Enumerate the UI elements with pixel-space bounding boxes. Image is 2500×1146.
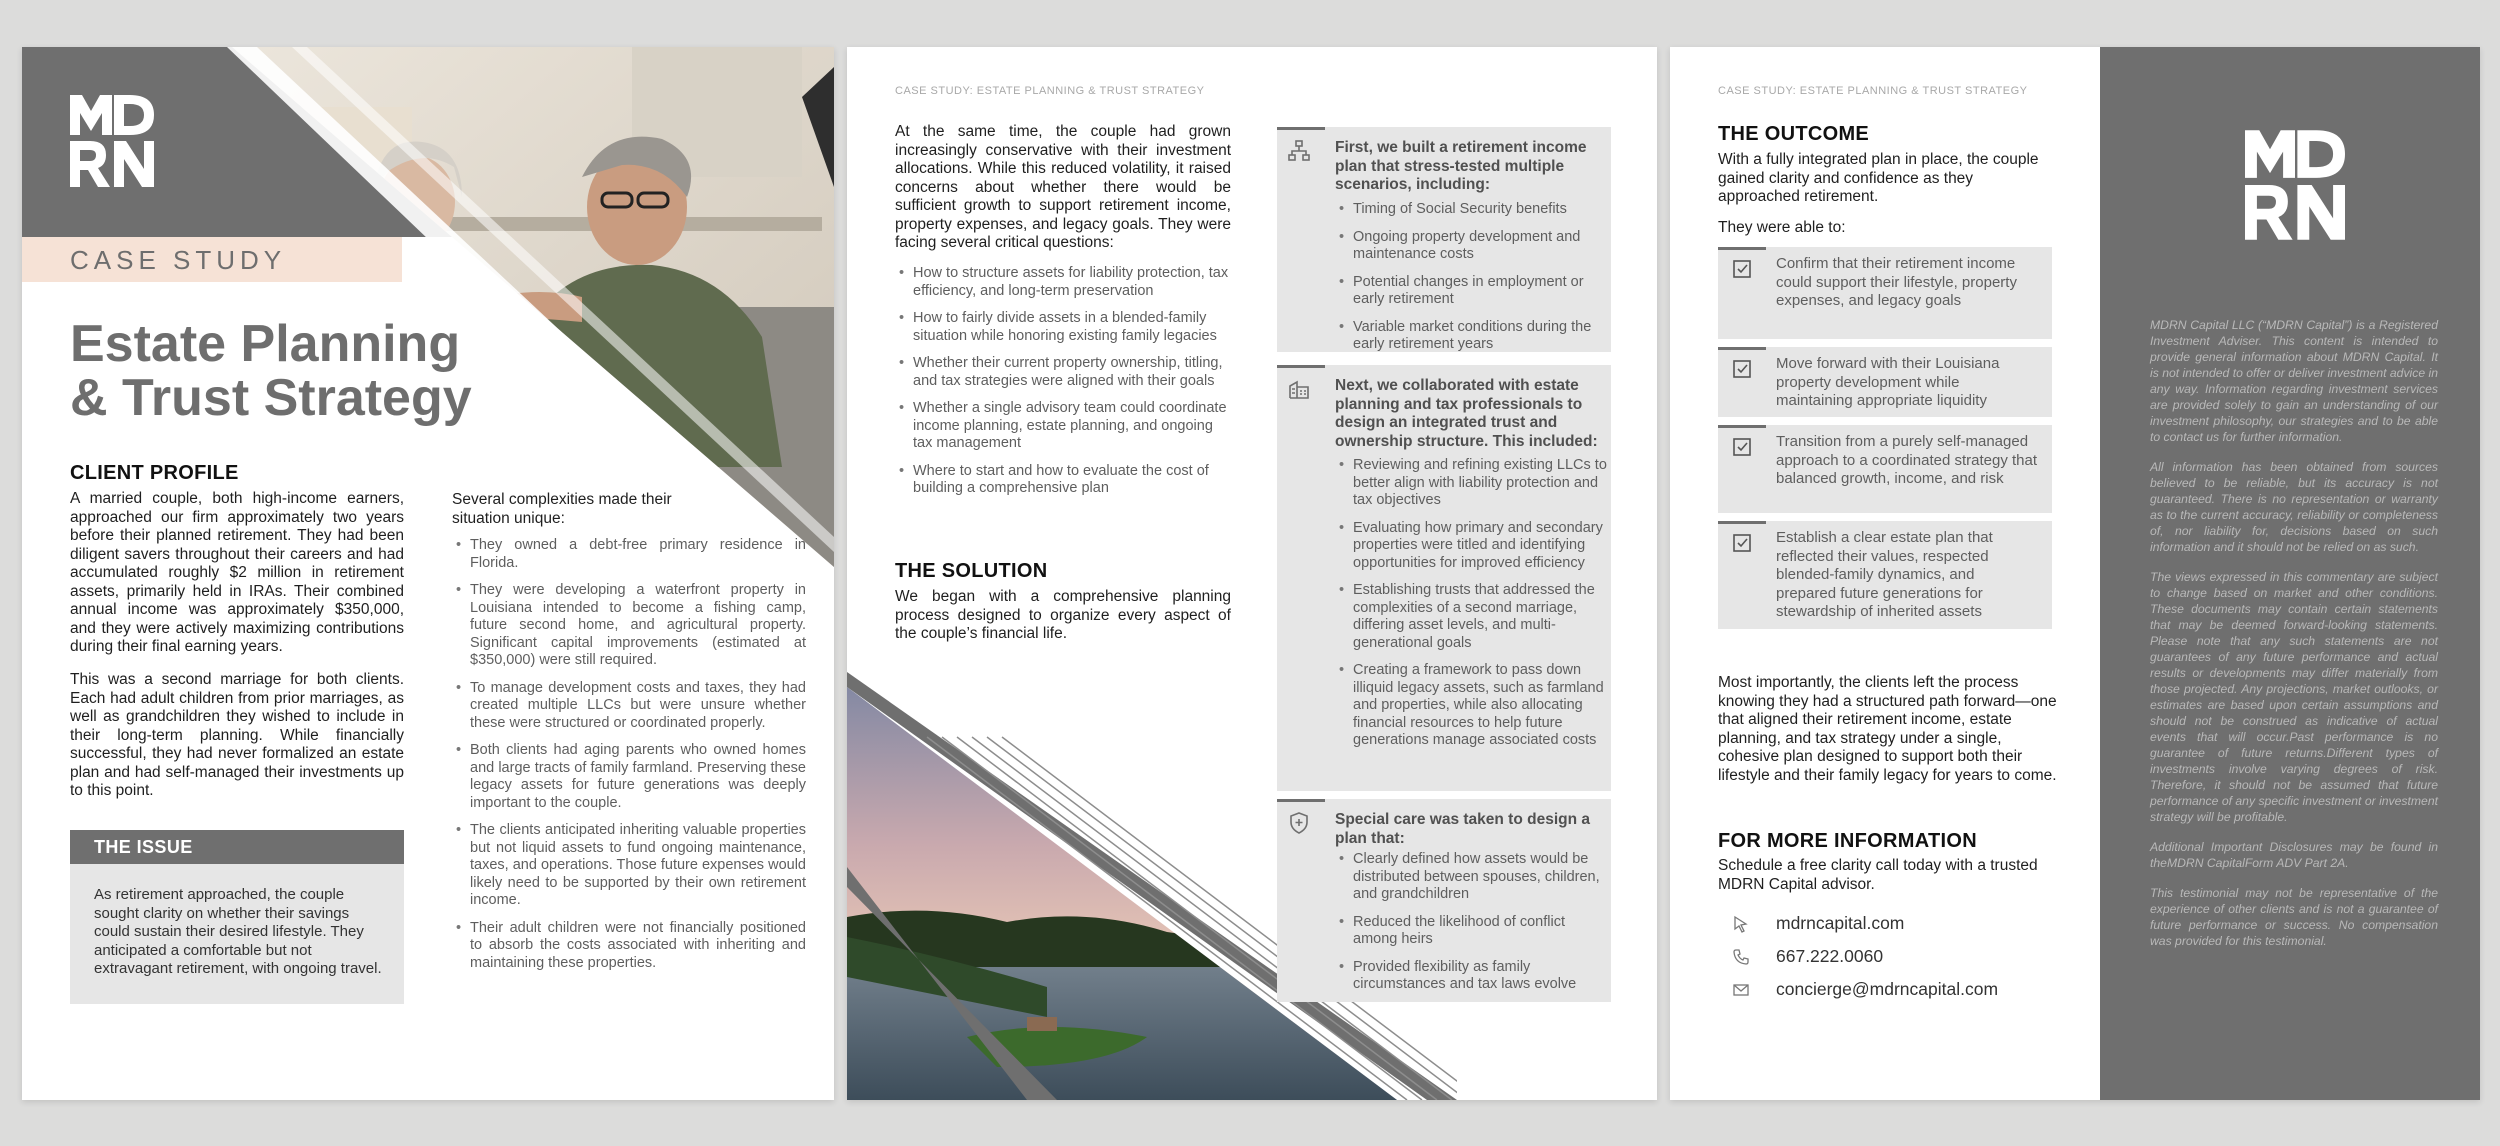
checkbox-icon (1732, 259, 1752, 279)
list-item: • Establishing trusts that addressed the complexities of a second marriage, differing asset levels, and multi-generational goals (1353, 582, 1613, 652)
checkbox-icon (1732, 437, 1752, 457)
box-heading: Special care was taken to design a plan that: (1335, 811, 1591, 847)
disclosure-paragraph: The views expressed in this commentary are subject to change based on market and other conditions. These documents may contain certain statements that may be deemed forward-looking statements. Please note that any such statements are not guarantees of any future performance and actual results or developments may differ materially from those projected. Any projections, market outlooks, or estimates are based upon certain assumptions and should not be construed as indicative of actual events that will occur.Past performance is no guarantee of future returns.Different types of investments involve varying degrees of risk. Therefore, it should not be assumed that future performance of any specific investment or investment strategy will be profitable. (2150, 570, 2438, 824)
contact-list (1718, 913, 2058, 1023)
page-1-cover (22, 47, 834, 1100)
outcome-item (1718, 247, 2052, 339)
box-list (1335, 457, 1613, 760)
closing-paragraph: Most importantly, the clients left the process knowing they had a structured path forward—one that aligned their retirement income, estate planning, and tax strategy under a single, cohesive plan designed to support both their lifestyle and their family legacy for years to come. (1718, 674, 2057, 784)
list-item: • Creating a framework to pass down illiquid legacy assets, such as farmland and properties, while also allocating financial resources to help future generations manage associated costs (1353, 662, 1613, 750)
outcome-item (1718, 521, 2052, 629)
list-item: • Whether their current property ownership, titling, and tax strategies were aligned with their goals (913, 355, 1231, 390)
list-item: • Variable market conditions during the early retirement years (1353, 319, 1611, 354)
client-profile-p2: This was a second marriage for both clients. Each had adult children from prior marriages, as well as grandchildren they wished to include in their long-term planning. While financially successful, they had never formalized an estate plan and had self-managed their investments up to this point. (70, 671, 404, 799)
issue-box (70, 864, 404, 1004)
disclosures (2150, 317, 2438, 963)
list-item: • Evaluating how primary and secondary properties were titled and identifying opportunities for improved efficiency (1353, 520, 1613, 573)
outcome-item (1718, 347, 2052, 417)
item-accent-bar (1718, 521, 1766, 524)
outcome-text: Transition from a purely self-managed approach to a coordinated strategy that balanced growth, income, and risk (1776, 433, 2038, 487)
list-item: • Whether a single advisory team could coordinate income planning, estate planning, and ongoing tax management (913, 400, 1231, 453)
org-chart-icon (1287, 139, 1311, 163)
special-care-box (1277, 799, 1611, 1002)
list-item: • They owned a debt-free primary residence in Florida. (470, 537, 806, 572)
item-accent-bar (1718, 247, 1766, 250)
list-item: • Reduced the likelihood of conflict among heirs (1353, 914, 1611, 949)
page-title (70, 317, 472, 425)
box-heading: First, we built a retirement income plan that stress-tested multiple scenarios, including: (1335, 139, 1587, 193)
box-heading: Next, we collaborated with estate planning and tax professionals to design an integrated trust and ownership structure. This included: (1335, 377, 1598, 450)
more-info-heading: FOR MORE INFORMATION (1718, 830, 1977, 852)
mail-icon (1732, 981, 1750, 999)
client-profile-heading: CLIENT PROFILE (70, 462, 239, 484)
list-item: • How to fairly divide assets in a blended-family situation while honoring existing family legacies (913, 310, 1231, 345)
complexities-list (452, 537, 806, 982)
list-item: • Their adult children were not financially positioned to absorb the costs associated with inheriting and maintaining these properties. (470, 920, 806, 973)
phone-icon (1732, 948, 1750, 966)
checkbox-icon (1732, 359, 1752, 379)
solution-text: We began with a comprehensive planning process designed to organize every aspect of the couple’s financial life. (895, 588, 1231, 642)
complexities-intro: Several complexities made their situation unique: (452, 491, 672, 527)
list-item: • Ongoing property development and maintenance costs (1353, 229, 1611, 264)
page-header: CASE STUDY: ESTATE PLANNING & TRUST STRATEGY (895, 85, 1205, 97)
box-accent-bar (1277, 799, 1325, 802)
list-item: • They were developing a waterfront property in Louisiana intended to become a fishing camp, future second home, and agricultural property. Significant capital improvements (estimated at $350,000) were still required. (470, 582, 806, 670)
able-to-label: They were able to: (1718, 219, 1846, 236)
page-3-outcome (1670, 47, 2480, 1100)
outcomes-list (1718, 247, 2052, 687)
outcome-text: Establish a clear estate plan that reflected their values, respected blended-family dynamics, and prepared future generations for stewardship of inherited assets (1776, 529, 1993, 620)
title-line-1: Estate Planning (70, 315, 461, 373)
case-study-label: CASE STUDY (70, 245, 287, 275)
outcome-heading: THE OUTCOME (1718, 123, 1870, 145)
list-item: • Where to start and how to evaluate the cost of building a comprehensive plan (913, 463, 1231, 498)
list-item: • Provided flexibility as family circumstances and tax laws evolve (1353, 959, 1611, 994)
list-item: • Reviewing and refining existing LLCs to better align with liability protection and tax objectives (1353, 457, 1613, 510)
mdrn-logo (2245, 129, 2345, 241)
phone-text: 667.222.0060 (1776, 946, 1884, 966)
disclosure-paragraph: This testimonial may not be representative of the experience of other clients and is not a guarantee of future performance or success. No compensation was provided for this testimonial. (2150, 886, 2438, 948)
shield-plus-icon (1287, 811, 1311, 835)
trust-structure-box (1277, 365, 1611, 791)
issue-header-bar (70, 830, 404, 864)
more-info-text: Schedule a free clarity call today with a trusted MDRN Capital advisor. (1718, 857, 2038, 893)
disclosure-panel (2100, 47, 2480, 1100)
list-item: • Timing of Social Security benefits (1353, 201, 1611, 219)
list-item: • Potential changes in employment or early retirement (1353, 274, 1611, 309)
page-2-solution (847, 47, 1657, 1100)
outcome-intro: With a fully integrated plan in place, the couple gained clarity and confidence as they approached retirement. (1718, 151, 2039, 205)
outcome-item (1718, 425, 2052, 513)
box-accent-bar (1277, 127, 1325, 130)
solution-heading: THE SOLUTION (895, 560, 1048, 582)
questions-list (895, 265, 1231, 508)
cursor-icon (1732, 915, 1750, 933)
disclosure-paragraph: MDRN Capital LLC (“MDRN Capital”) is a Registered Investment Adviser. This content is intended to provide general information about MDRN Capital. It is not intended to offer or deliver investment advice in any way. Information regarding investment services are provided solely to gain an understanding of our investment philosophy, our strategies and to be able to contact us for further information. (2150, 318, 2438, 444)
box-list (1335, 851, 1611, 1004)
outcome-text: Move forward with their Louisiana property development while maintaining appropriate liquidity (1776, 355, 2000, 409)
outcome-text: Confirm that their retirement income could support their lifestyle, property expenses, and legacy goals (1776, 255, 2017, 309)
client-profile-p1: A married couple, both high-income earners, approached our firm approximately two years before their planned retirement. They had been diligent savers throughout their careers and had accumulated roughly $2 million in retirement assets, primarily held in IRAs. Their combined annual income was approximately $350,000, and they were actively maximizing contributions during their final earning years. (70, 490, 404, 655)
box-list (1335, 201, 1611, 364)
issue-text: As retirement approached, the couple sought clarity on whether their savings could sustain their desired lifestyle. They anticipated a comfortable but not extravagant retirement, with ongoing travel. (94, 886, 382, 977)
item-accent-bar (1718, 347, 1766, 350)
checkbox-icon (1732, 533, 1752, 553)
box-accent-bar (1277, 365, 1325, 368)
mdrn-logo (70, 95, 154, 187)
disclosure-paragraph: All information has been obtained from sources believed to be reliable, but its accuracy is not guaranteed. There is no representation or warranty as to the current accuracy, reliability or completeness of, nor liability for, decisions based on such information and it should not be relied on as such. (2150, 460, 2438, 554)
retirement-plan-box (1277, 127, 1611, 352)
item-accent-bar (1718, 425, 1766, 428)
list-item: • Both clients had aging parents who owned homes and large tracts of family farmland. Preserving these legacy assets for future generations was deeply important to the couple. (470, 742, 806, 812)
intro-paragraph: At the same time, the couple had grown increasingly conservative with their investment allocations. While this reduced volatility, it raised concerns about whether there would be sufficient growth to support retirement income, property expenses, and legacy goals. They were facing several critical questions: (895, 123, 1231, 251)
list-item: • Clearly defined how assets would be distributed between spouses, children, and grandchildren (1353, 851, 1611, 904)
page-header: CASE STUDY: ESTATE PLANNING & TRUST STRATEGY (1718, 85, 2028, 97)
list-item: • The clients anticipated inheriting valuable properties but not liquid assets to fund ongoing maintenance, taxes, and operations. Those future expenses would likely need to be supported by their own retirement income. (470, 822, 806, 910)
disclosure-paragraph: Additional Important Disclosures may be found in theMDRN CapitalForm ADV Part 2A. (2150, 840, 2438, 870)
list-item: • To manage development costs and taxes, they had created multiple LLCs but were unsure whether these were structured or coordinated properly. (470, 680, 806, 733)
title-line-2: & Trust Strategy (70, 369, 472, 427)
list-item: • How to structure assets for liability protection, tax efficiency, and long-term preservation (913, 265, 1231, 300)
website-text: mdrncapital.com (1776, 913, 1905, 933)
email-text: concierge@mdrncapital.com (1776, 979, 1999, 999)
issue-heading: THE ISSUE (94, 837, 193, 857)
building-icon (1287, 377, 1311, 401)
